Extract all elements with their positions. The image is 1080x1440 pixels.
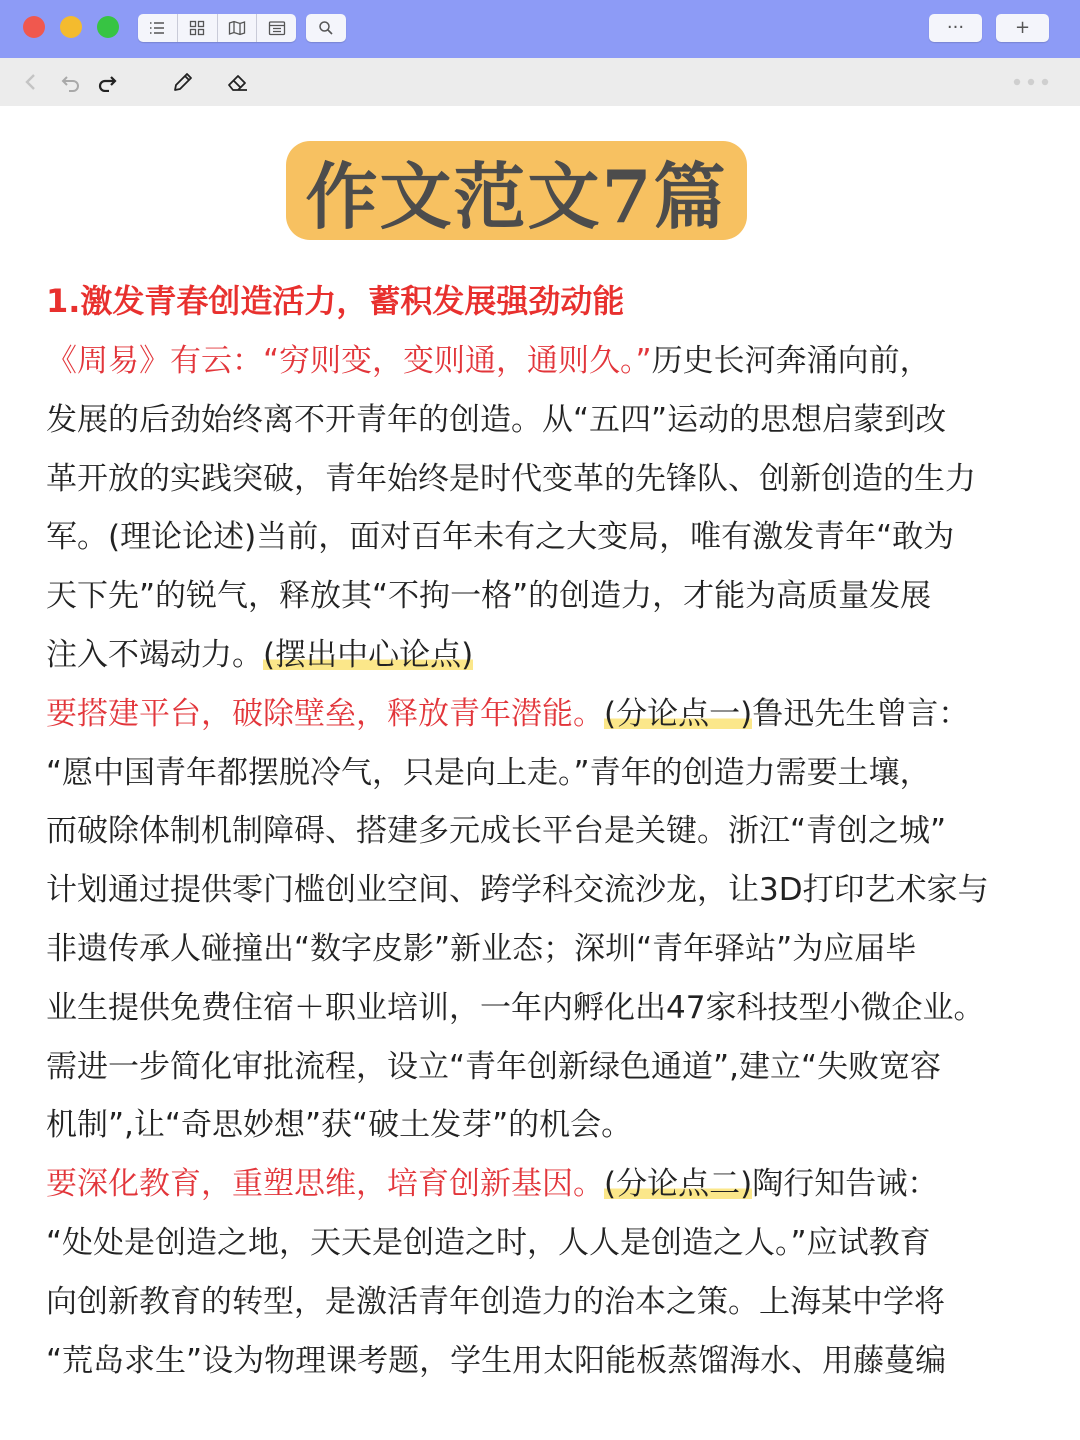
toolbar-more-button[interactable] <box>1010 69 1052 95</box>
map-icon <box>228 20 246 36</box>
document-body <box>46 270 1046 1390</box>
back-icon <box>23 72 37 92</box>
text-line: “愿中国青年都摆脱冷气，只是向上走。”青年的创造力需要土壤， <box>46 754 931 791</box>
text-line <box>46 1155 1046 1214</box>
quote-text: 《周易》有云：“穷则变，变则通，通则久。” <box>46 343 652 379</box>
document-title: 作文范文7篇 <box>305 153 728 239</box>
text-span: 陶行知告诫： <box>752 1166 939 1203</box>
text-line: “处处是创造之地，天天是创造之时，人人是创造之人。”应试教育 <box>46 1224 931 1261</box>
add-label: + <box>1014 17 1031 38</box>
text-line: 需进一步简化审批流程，设立“青年创新绿色通道”,建立“失败宽容 <box>46 1048 942 1085</box>
undo-icon <box>60 72 82 92</box>
pen-tool-button[interactable] <box>170 69 196 95</box>
close-window-button[interactable] <box>23 16 45 38</box>
grid-icon <box>189 20 205 36</box>
text-line: 天下先”的锐气，释放其“不拘一格”的创造力，才能为高质量发展 <box>46 578 932 615</box>
text-line <box>46 332 1046 391</box>
text-span: 历史长河奔涌向前， <box>651 343 931 379</box>
search-button[interactable] <box>306 14 346 42</box>
topic-sentence: 要深化教育，重塑思维，培育创新基因。 <box>46 1166 604 1203</box>
redo-icon <box>96 72 118 92</box>
text-line: 而破除体制机制障碍、搭建多元成长平台是关键。浙江“青创之城” <box>46 813 947 850</box>
text-line: “荒岛求生”设为物理课考题，学生用太阳能板蒸馏海水、用藤蔓编 <box>46 1342 947 1379</box>
back-button[interactable] <box>18 69 42 95</box>
minimize-window-button[interactable] <box>60 16 82 38</box>
maximize-window-button[interactable] <box>97 16 119 38</box>
text-span: 鲁迅先生曾言： <box>752 695 970 732</box>
more-button[interactable] <box>929 14 982 42</box>
pen-icon <box>171 70 195 94</box>
text-line: 向创新教育的转型，是激活青年创造力的治本之策。上海某中学将 <box>46 1283 945 1320</box>
calendar-view-button[interactable] <box>257 14 296 42</box>
calendar-icon <box>268 20 286 36</box>
map-view-button[interactable] <box>218 14 258 42</box>
search-icon <box>318 20 334 36</box>
eraser-tool-button[interactable] <box>224 69 252 95</box>
essay-heading: 1.激发青春创造活力，蓄积发展强劲动能 <box>46 282 625 320</box>
highlighted-annotation: (摆出中心论点) <box>263 636 474 673</box>
topic-sentence: 要搭建平台，破除壁垒，释放青年潜能。 <box>46 695 604 732</box>
text-line: 机制”,让“奇思妙想”获“破土发芽”的机会。 <box>46 1107 633 1144</box>
highlighted-annotation: (分论点一) <box>604 695 753 732</box>
more-dots-icon <box>1011 77 1051 87</box>
redo-button[interactable] <box>94 69 120 95</box>
grid-view-button[interactable] <box>178 14 218 42</box>
text-line <box>46 685 1046 744</box>
view-switcher <box>138 14 296 42</box>
more-label: ··· <box>946 17 965 38</box>
add-button[interactable] <box>996 14 1049 42</box>
text-span: 注入不竭动力。 <box>46 636 263 673</box>
document-title-badge <box>286 141 747 240</box>
text-line: 计划通过提供零门槛创业空间、跨学科交流沙龙，让3D打印艺术家与 <box>46 872 989 909</box>
highlighted-annotation: (分论点二) <box>604 1166 753 1203</box>
list-view-button[interactable] <box>138 14 178 42</box>
text-line: 军。(理论论述)当前，面对百年未有之大变局，唯有激发青年“敢为 <box>46 519 955 556</box>
edit-toolbar <box>0 58 1080 106</box>
text-line: 革开放的实践突破，青年始终是时代变革的先锋队、创新创造的生力 <box>46 460 976 497</box>
eraser-icon <box>225 70 251 94</box>
text-line: 非遗传承人碰撞出“数字皮影”新业态；深圳“青年驿站”为应届毕 <box>46 930 917 967</box>
undo-button[interactable] <box>58 69 84 95</box>
text-line <box>46 626 1046 685</box>
text-line: 发展的后劲始终离不开青年的创造。从“五四”运动的思想启蒙到改 <box>46 401 947 438</box>
window-titlebar <box>0 0 1080 58</box>
list-icon <box>148 21 166 35</box>
text-line: 业生提供免费住宿＋职业培训，一年内孵化出47家科技型小微企业。 <box>46 989 985 1026</box>
